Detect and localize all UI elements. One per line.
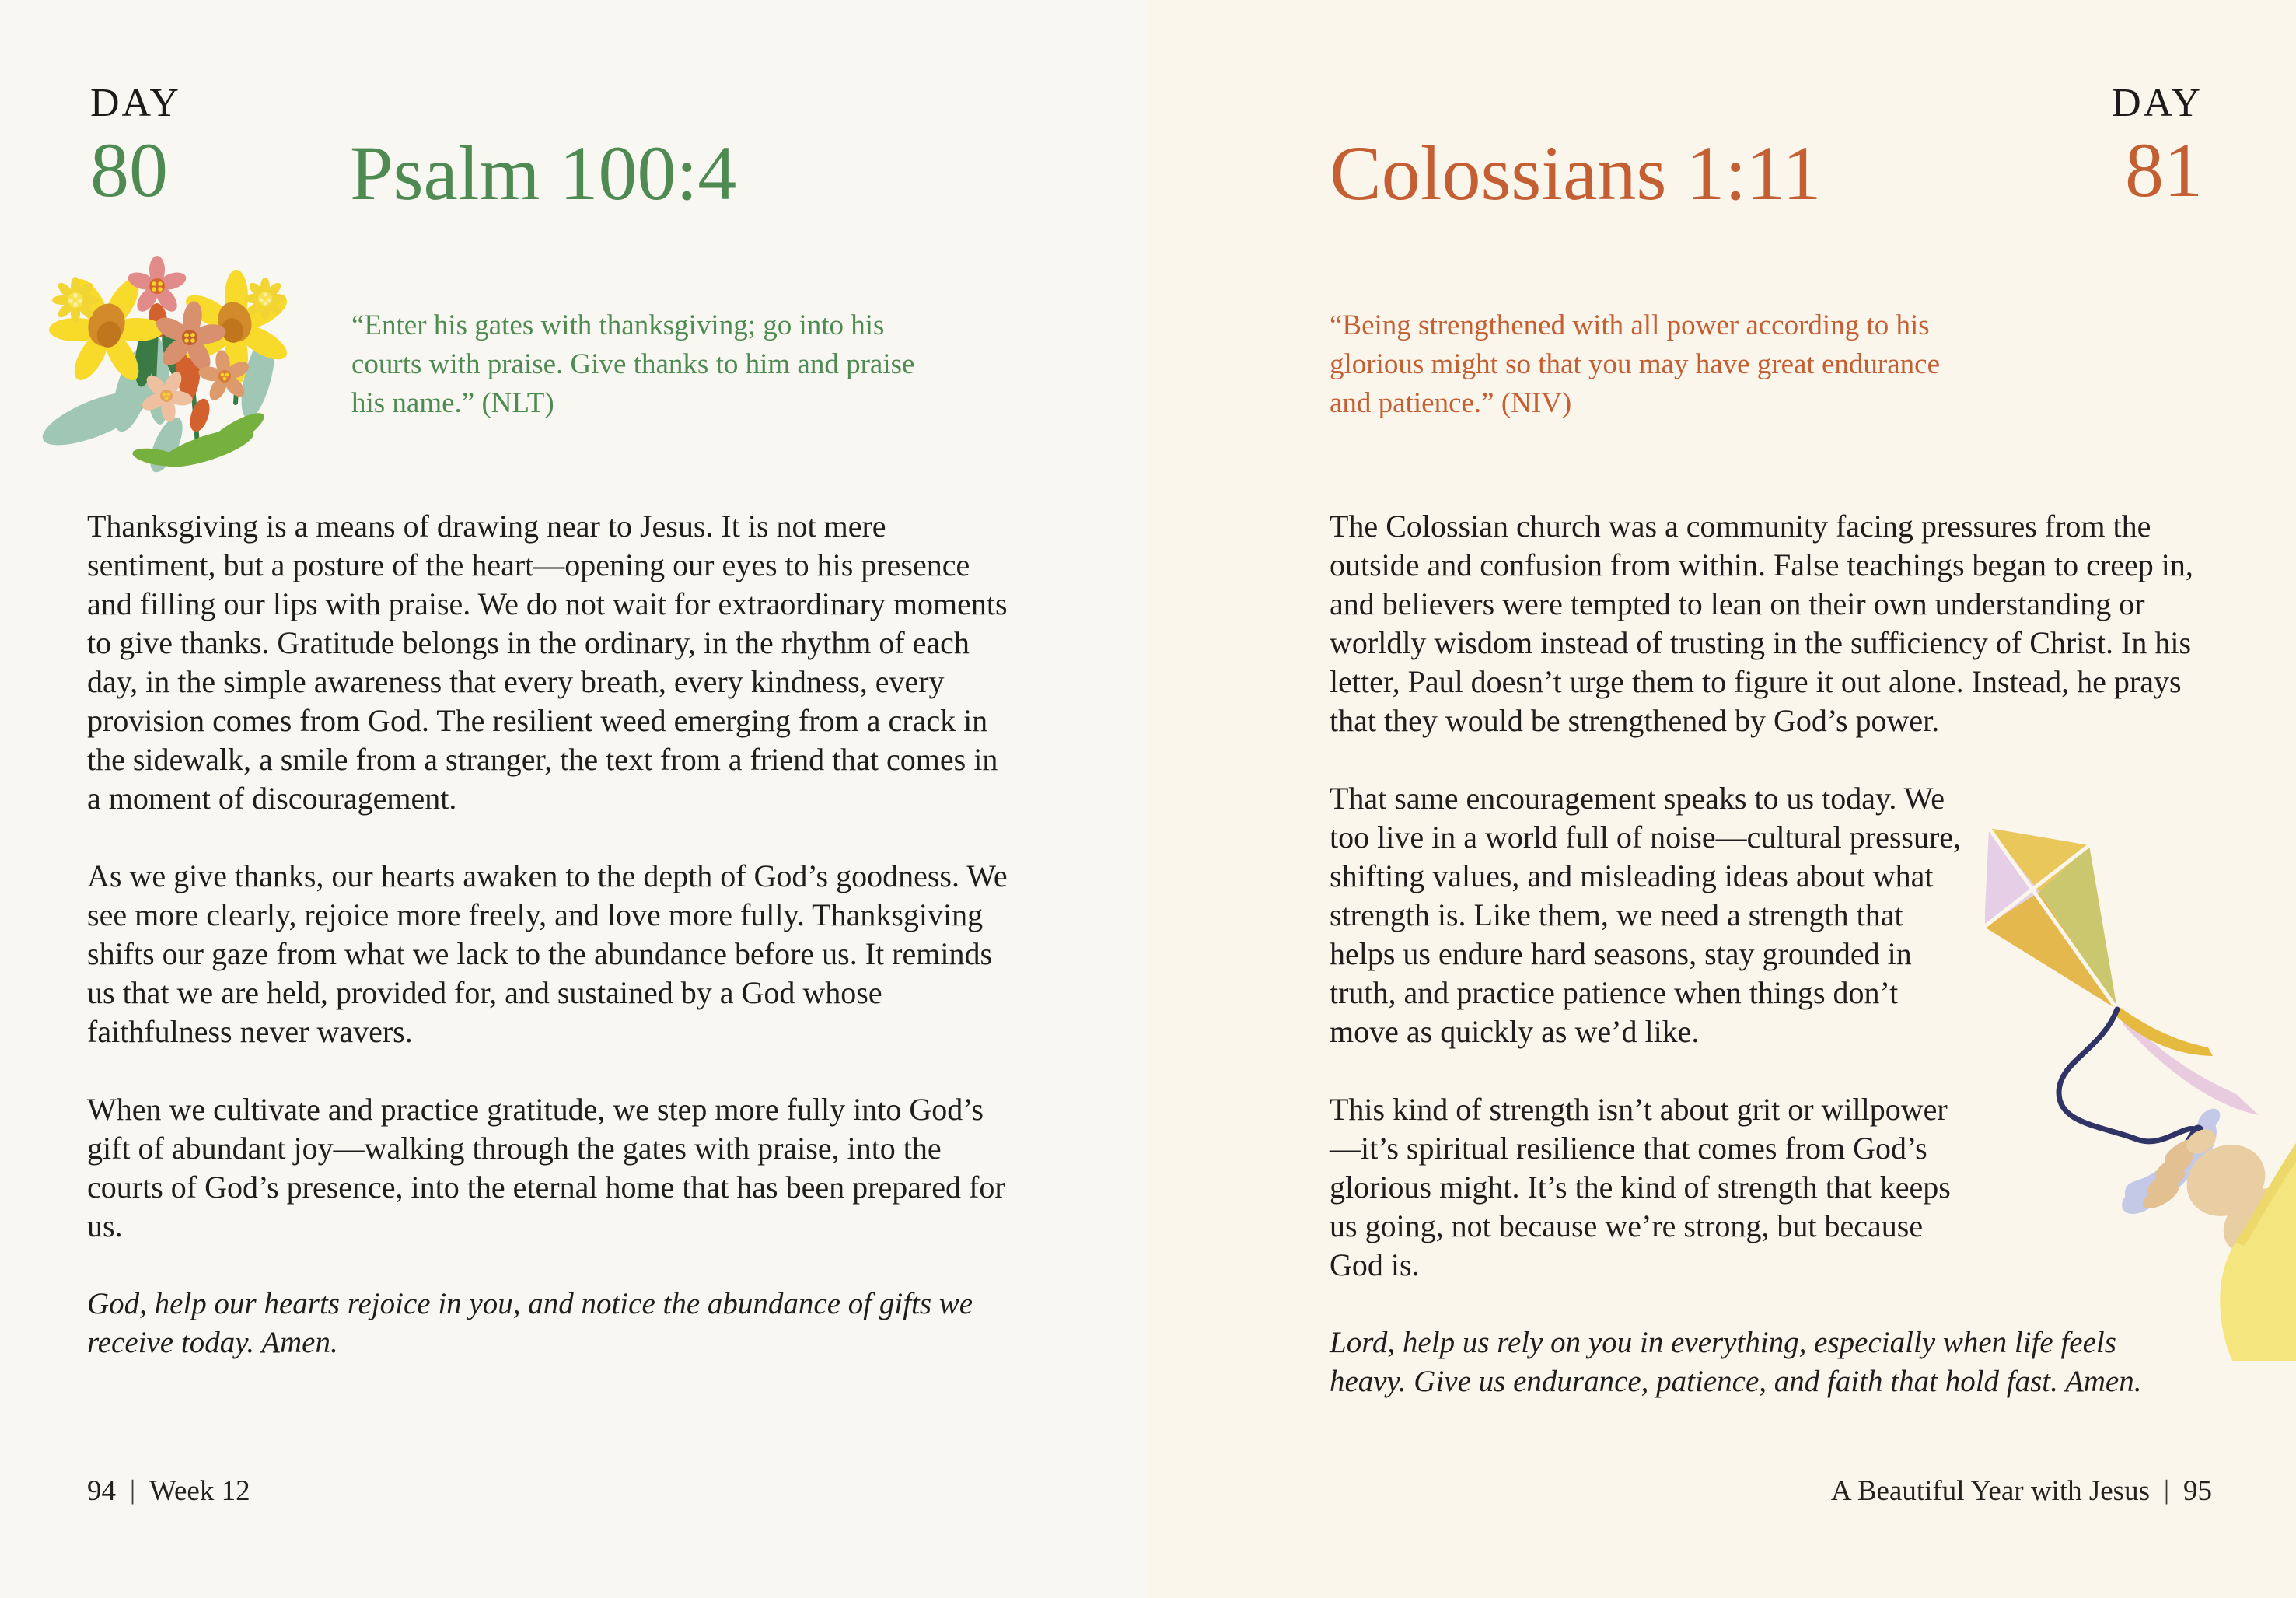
day-badge-right	[2112, 81, 2203, 213]
page-footer	[87, 1474, 250, 1508]
page-number: 94	[87, 1475, 116, 1507]
body-paragraph: When we cultivate and practice gratitude, we step more fully into God’s gift of abundant joy—walking through the gates with praise, into the courts of God’s presence, into the eternal home that has been prepared for us.	[87, 1092, 1005, 1243]
body-paragraph: As we give thanks, our hearts awaken to the depth of God’s goodness. We see more clearly, rejoice more freely, and love more fully. Thanksgiving shifts our gaze from what we lack to the abundance before us. It reminds us that we are held, provided for, and sustained by a God whose faithfulness never wavers.	[87, 858, 1008, 1049]
body-paragraph: The Colossian church was a community facing pressures from the outside and confusion from within. False teachings began to creep in, and believers were tempted to lean on their own understanding or worldly wisdom instead of trusting in the sufficiency of Christ. In his letter, Paul doesn’t urge them to figure it out alone. Instead, he prays that they would be strengthened by God’s power.	[1330, 509, 2193, 738]
page-number: 95	[2183, 1475, 2212, 1507]
week-label: Week 12	[149, 1475, 250, 1507]
page-footer	[1831, 1474, 2212, 1508]
body-paragraph: That same encouragement speaks to us today. We too live in a world full of noise—cultural pressure, shifting values, and misleading ideas about what strength is. Like them, we need a strength that helps us endure hard seasons, stay grounded in truth, and practice patience when things don’t move as quickly as we’d like.	[1330, 781, 1962, 1049]
day-badge-left	[90, 81, 181, 213]
page-title: Colossians 1:11	[1330, 130, 1822, 216]
scripture-quote: “Being strengthened with all power according to his glorious might so that you may have great endurance and patience.” (NIV)	[1330, 309, 1941, 419]
daffodil-bouquet-illustration	[40, 254, 309, 479]
page-title: Psalm 100:4	[350, 130, 737, 216]
body-paragraph: This kind of strength isn’t about grit or willpower—it’s spiritual resilience that comes from God’s glorious might. It’s the kind of strength that keeps us going, not because we’re strong, but because God is.	[1330, 1092, 1951, 1282]
footer-separator: |	[130, 1474, 136, 1505]
closing-prayer: God, help our hearts rejoice in you, and notice the abundance of gifts we receive today. Amen.	[87, 1287, 973, 1359]
page-right-day-81	[1148, 0, 2296, 1598]
day-number: 80	[90, 127, 168, 213]
devotional-body	[87, 507, 1012, 1401]
book-title-label: A Beautiful Year with Jesus	[1830, 1475, 2150, 1507]
body-paragraph: Thanksgiving is a means of drawing near to Jesus. It is not mere sentiment, but a posture of the heart—opening our eyes to his presence and filling our lips with praise. We do not wait for extraordinary moments to give thanks. Gratitude belongs in the ordinary, in the rhythm of each day, in the simple awareness that every breath, every kindness, every provision comes from God. The resilient weed emerging from a crack in the sidewalk, a smile from a stranger, the text from a friend that comes in a moment of discouragement.	[87, 509, 1008, 816]
closing-prayer: Lord, help us rely on you in everything, especially when life feels heavy. Give us endurance, patience, and faith that hold fast. Amen.	[1330, 1326, 2142, 1398]
day-label: DAY	[90, 81, 181, 125]
day-label: DAY	[2112, 81, 2203, 125]
scripture-quote: “Enter his gates with thanksgiving; go into his courts with praise. Give thanks to him and praise his name.” (NLT)	[351, 309, 915, 419]
footer-separator: |	[2163, 1474, 2169, 1505]
kite-with-hand-illustration	[1985, 816, 2296, 1361]
day-number: 81	[2125, 127, 2203, 213]
